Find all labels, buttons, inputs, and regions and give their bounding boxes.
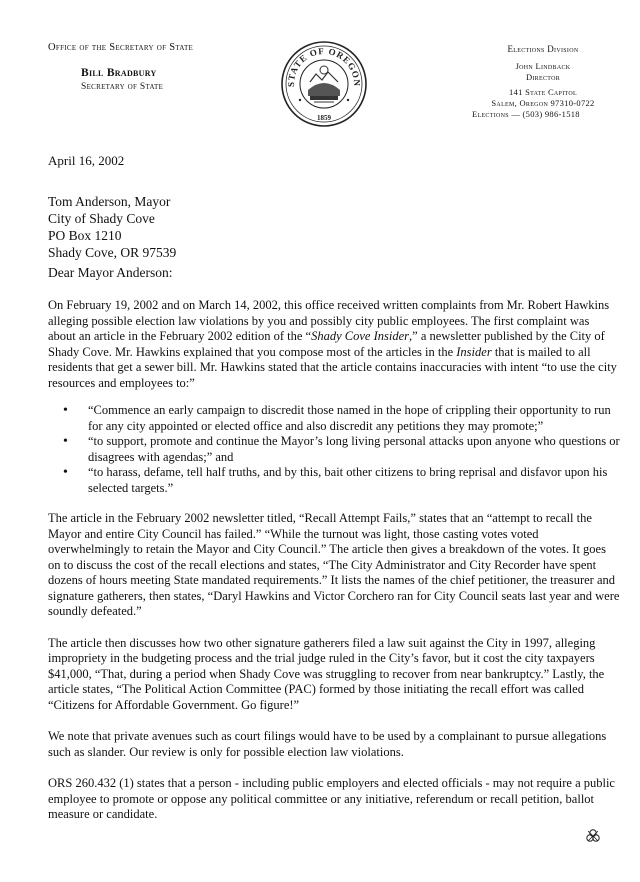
seal-year: 1859 bbox=[317, 114, 331, 122]
recipient-line-1: Tom Anderson, Mayor bbox=[48, 194, 171, 209]
paragraph-3: The article then discusses how two other signature gatherers filed a law suit against the City in 1997, alleging impropriety in the budgeting process and the trial judge ruled in the City’s favor, but it cost the city taxpayers $41,000, “That, during a period when Shady Cove was struggling to recover from near bankruptcy.” Lastly, the article states, “The Political Action Committee (PAC) formed by those initiating the recall effort was called “Citizens for Affordable Government. Go figure!” bbox=[48, 635, 605, 712]
recipient-line-3: PO Box 1210 bbox=[48, 228, 122, 243]
letter-date: April 16, 2002 bbox=[48, 153, 125, 168]
seal-top-text: STATE OF OREGON bbox=[285, 45, 363, 88]
letter-body bbox=[48, 298, 620, 839]
phone-line: Elections — (503) 986-1518 bbox=[472, 109, 580, 119]
continuation-mark-icon bbox=[585, 828, 601, 844]
secretary-title: Secretary of State bbox=[81, 82, 164, 92]
paragraph-1 bbox=[48, 298, 620, 391]
letterhead-right bbox=[468, 44, 618, 120]
p1-italic-newsletter: Shady Cove Insider bbox=[311, 329, 410, 343]
recipient-address bbox=[48, 193, 176, 261]
complaint-bullets bbox=[48, 403, 620, 496]
secretary-name: Bill Bradbury bbox=[81, 67, 157, 79]
bullet-item: • “Commence an early campaign to discredit those named in the hope of crippling their opportunity to run for any city appointed or elected office and also discredit any petitions they may promote;” bbox=[48, 403, 620, 434]
p1-text-b: ,” a newsletter published by the City of Shady Cove. Mr. Hawkins explained that you compose most of the articles in the bbox=[48, 329, 605, 359]
paragraph-4: We note that private avenues such as court filings would have to be used by a complainant to pursue allegations such as slander. Our review is only for possible election law violations. bbox=[48, 729, 607, 759]
address-line-1: 141 State Capitol bbox=[509, 87, 577, 97]
director-title: Director bbox=[525, 72, 561, 82]
recipient-line-2: City of Shady Cove bbox=[48, 211, 155, 226]
p1-text-a: On February 19, 2002 and on March 14, 2002, this office received written complaints from Mr. Robert Hawkins alleging possible election law violations by you and possibly city public employees. The first complaint was about an article in the February 2002 edition of the “ bbox=[48, 298, 610, 343]
address-line-2: Salem, Oregon 97310-0722 bbox=[491, 98, 595, 108]
paragraph-2: The article in the February 2002 newsletter titled, “Recall Attempt Fails,” states that an “attempt to recall the Mayor and entire City Council has failed.” “While the turnout was light, those casting votes voted overwhelmingly to retain the Mayor and City Council.” The article then gives a breakdown of the votes. It goes on to discuss the cost of the recall elections and states, “The City Administrator and City Recorder have spent dozens of hours meeting State mandated requirements.” It lists the names of the chief petitioner, the treasurer and signature gatherers, then states, “Daryl Hawkins and Victor Corchero ran for City Council seats last year and were soundly defeated.” bbox=[48, 511, 620, 618]
director-name: John Lindback bbox=[515, 61, 571, 71]
division-name: Elections Division bbox=[507, 44, 579, 54]
state-seal-icon bbox=[280, 40, 368, 128]
office-name: Office of the Secretary of State bbox=[48, 42, 194, 53]
recipient-line-4: Shady Cove, OR 97539 bbox=[48, 245, 177, 260]
p1-text-c: that is mailed to all residents that get a sewer bill. Mr. Hawkins stated that the article contains inaccuracies with intent “to use the city resources and employees to:” bbox=[48, 344, 617, 390]
salutation: Dear Mayor Anderson: bbox=[48, 265, 173, 280]
p1-italic-insider: Insider bbox=[456, 344, 492, 359]
paragraph-5: ORS 260.432 (1) states that a person - including public employers and elected officials - may not require a public employee to promote or oppose any political committee or any initiative, referendum or recall petition, ballot measure or candidate. bbox=[48, 776, 615, 821]
letterhead-left bbox=[48, 42, 258, 92]
bullet-item: • “to support, promote and continue the Mayor’s long living personal attacks upon anyone who questions or disagrees with agendas;” and bbox=[48, 434, 620, 465]
bullet-item: • “to harass, defame, tell half truths, and by this, bait other citizens to bring reprisal and disfavor upon his selected targets.” bbox=[48, 465, 620, 496]
